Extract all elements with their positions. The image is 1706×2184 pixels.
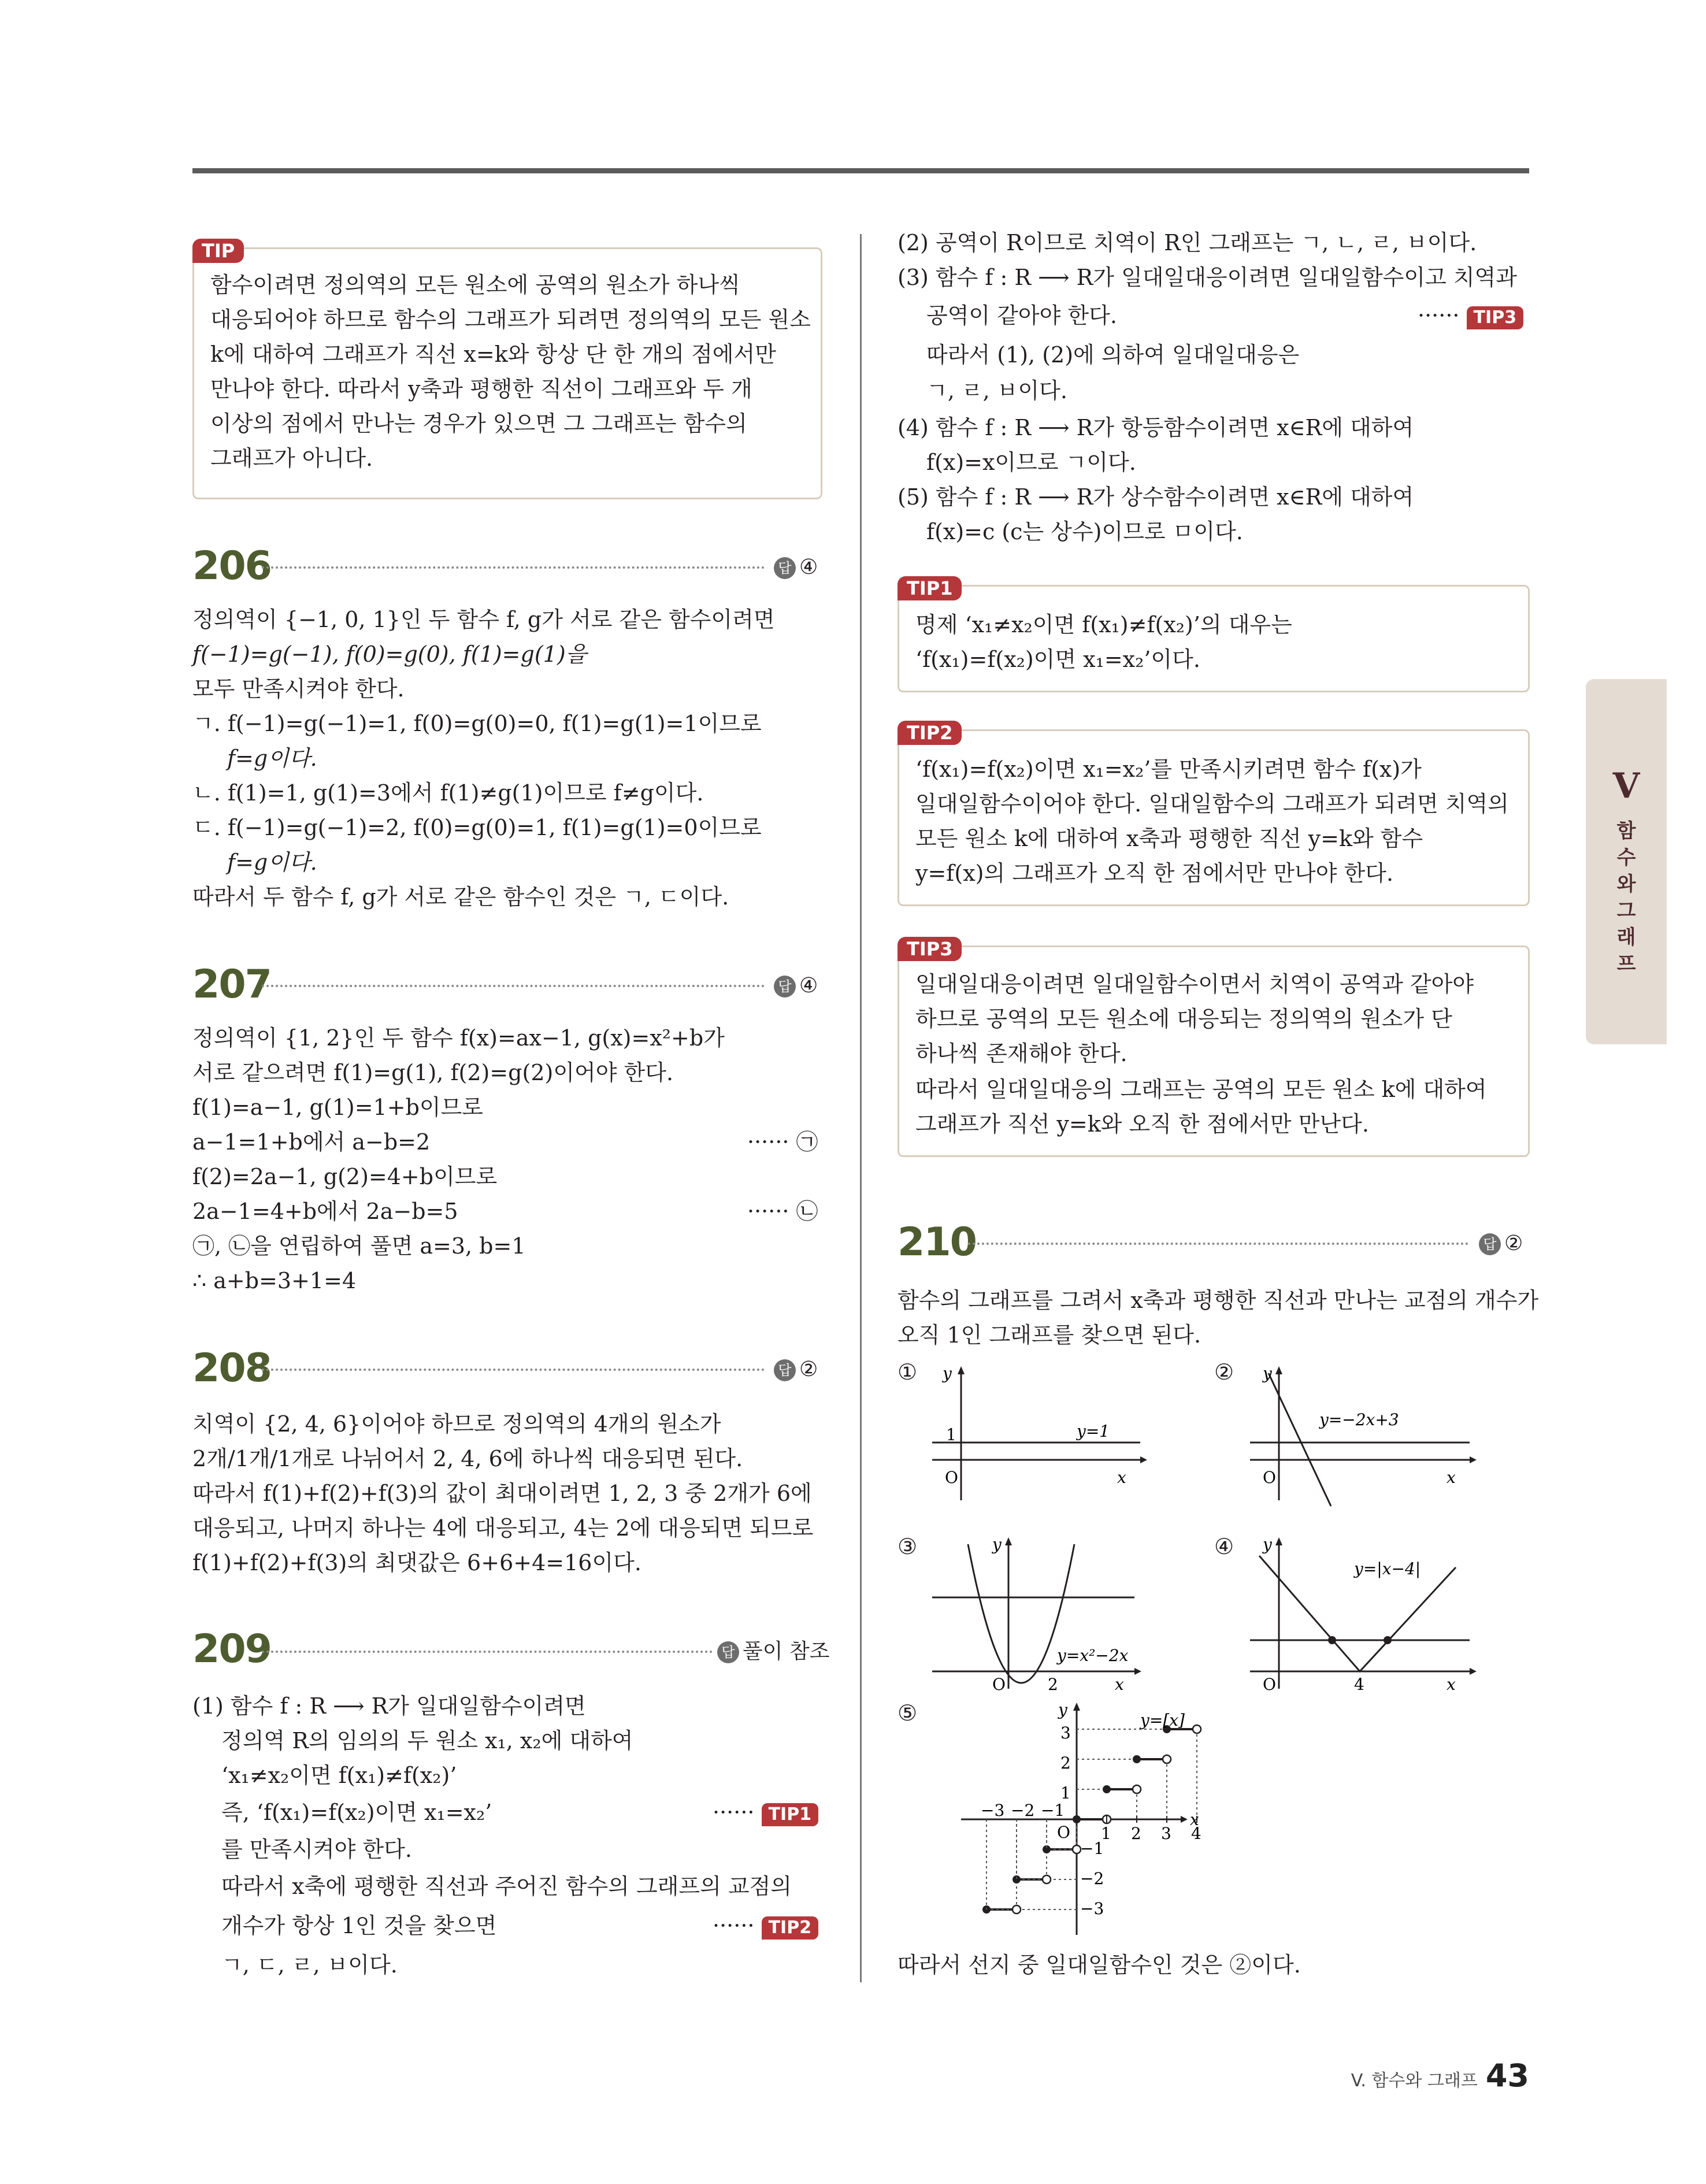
- graph-4-number: ④: [1214, 1534, 1234, 1559]
- tip3-line: 일대일대응이려면 일대일함수이면서 치역이 공역과 같아야: [915, 972, 1474, 997]
- question-number-207: 207: [192, 962, 271, 1007]
- graph-5-ytick: 3: [1060, 1723, 1071, 1742]
- q206-line: ㄷ. f(−1)=g(−1)=2, f(0)=g(0)=1, f(1)=g(1)=0이므로: [192, 815, 762, 840]
- answer-207: 답 ④: [774, 972, 818, 1000]
- q209-line: 즉, ‘f(x₁)=f(x₂)이면 x₁=x₂’: [221, 1800, 492, 1825]
- graph-5-ytick: 2: [1060, 1753, 1071, 1773]
- graph-2-label: y=−2x+3: [1319, 1410, 1399, 1429]
- graph-3-two: 2: [1048, 1675, 1058, 1694]
- graph-1-one: 1: [946, 1425, 956, 1444]
- tip-line: 이상의 점에서 만나는 경우가 있으면 그 그래프는 함수의: [210, 411, 747, 436]
- tip-line: 그래프가 아니다.: [210, 446, 373, 471]
- tip2-box: [897, 722, 1530, 906]
- graph-1-number: ①: [897, 1359, 918, 1385]
- q208-line: 2개/1개/1개로 나뉘어서 2, 4, 6에 하나씩 대응되면 된다.: [192, 1446, 743, 1471]
- q206-line: 따라서 두 함수 f, g가 서로 같은 함수인 것은 ㄱ, ㄷ이다.: [192, 884, 729, 910]
- graph-5-open-dot: [1193, 1725, 1201, 1733]
- graph-4-origin: O: [1263, 1675, 1276, 1694]
- q207-line: 정의역이 {1, 2}인 두 함수 f(x)=ax−1, g(x)=x²+b가: [192, 1025, 725, 1051]
- answer-badge: 답: [717, 1641, 739, 1663]
- dotted-leader: [968, 1243, 1468, 1245]
- tip1-line: ‘f(x₁)=f(x₂)이면 x₁=x₂’이다.: [915, 647, 1200, 672]
- tip1-line: 명제 ‘x₁≠x₂이면 f(x₁)≠f(x₂)’의 대우는: [915, 612, 1292, 637]
- graph-5-ytick: −1: [1080, 1839, 1104, 1858]
- graph-4-label: y=|x−4|: [1354, 1559, 1421, 1578]
- graph-3-label: y=x²−2x: [1057, 1646, 1129, 1665]
- question-number-208: 208: [192, 1345, 271, 1391]
- q209-cont-line: (4) 함수 f : R ⟶ R가 항등함수이려면 x∈R에 대하여: [897, 415, 1414, 440]
- graph-5-origin: O: [1057, 1823, 1070, 1842]
- answer-208: 답 ②: [774, 1356, 818, 1384]
- tip2-ref-badge: TIP2: [762, 1916, 819, 1940]
- dotted-leader: [262, 985, 765, 987]
- chapter-title-vertical: 함 수 와 그 래 프: [1616, 820, 1636, 976]
- graph-2-number: ②: [1214, 1359, 1234, 1385]
- q207-line: a−1=1+b에서 a−b=2: [192, 1129, 431, 1155]
- q209-cont-line: 따라서 (1), (2)에 의하여 일대일대응은: [926, 342, 1300, 368]
- q207-line: ∴ a+b=3+1=4: [192, 1268, 357, 1293]
- q208-line: 대응되고, 나머지 하나는 4에 대응되고, 4는 2에 대응되면 되므로: [192, 1515, 814, 1541]
- tip2-line: y=f(x)의 그래프가 오직 한 점에서만 만나야 한다.: [915, 861, 1394, 886]
- q210-line: 오직 1인 그래프를 찾으면 된다.: [897, 1322, 1201, 1348]
- tip-line: 만나야 한다. 따라서 y축과 평행한 직선이 그래프와 두 개: [210, 376, 752, 402]
- graph-5-closed-dot: [1073, 1815, 1081, 1823]
- graph-3-origin: O: [992, 1675, 1006, 1694]
- graph-1-x: x: [1117, 1468, 1126, 1487]
- dotted-leader: [262, 1369, 765, 1371]
- q209-cont-line: ㄱ, ㄹ, ㅂ이다.: [926, 378, 1067, 403]
- graph-5-xtick: 2: [1131, 1824, 1141, 1843]
- graph-2-origin: O: [1263, 1468, 1276, 1487]
- graph-5-open-dot: [1073, 1845, 1081, 1853]
- q206-line: ㄴ. f(1)=1, g(1)=3에서 f(1)≠g(1)이므로 f≠g이다.: [192, 780, 704, 806]
- answer-206: 답 ④: [774, 554, 818, 581]
- q210-line: 함수의 그래프를 그려서 x축과 평행한 직선과 만나는 교점의 개수가: [897, 1288, 1539, 1313]
- q209-line: 따라서 x축에 평행한 직선과 주어진 함수의 그래프의 교점의: [221, 1874, 792, 1899]
- graph-1-label: y=1: [1077, 1422, 1110, 1441]
- graph-5-closed-dot: [1133, 1755, 1141, 1763]
- tip3-label: TIP3: [897, 937, 962, 961]
- graph-1: [932, 1362, 1152, 1512]
- question-number-210: 210: [897, 1219, 976, 1265]
- graph-5-xtick: −2: [1011, 1801, 1035, 1820]
- graph-5-open-dot: [1163, 1755, 1171, 1763]
- answer-badge: 답: [774, 1359, 796, 1381]
- q207-line: ㉠, ㉡을 연립하여 풀면 a=3, b=1: [192, 1233, 526, 1259]
- q209-cont-line: 공역이 같아야 한다.: [926, 303, 1117, 328]
- q206-line: 모두 만족시켜야 한다.: [192, 676, 405, 702]
- tip3-line: 하므로 공역의 모든 원소에 대응되는 정의역의 원소가 단: [915, 1006, 1452, 1032]
- q210-conclusion: 따라서 선지 중 일대일함수인 것은 ②이다.: [897, 1952, 1301, 1978]
- q209-cont-line: f(x)=x이므로 ㄱ이다.: [926, 450, 1136, 475]
- tip-line: k에 대하여 그래프가 직선 x=k와 항상 단 한 개의 점에서만: [210, 342, 776, 367]
- tip2-line: 모든 원소 k에 대하여 x축과 평행한 직선 y=k와 함수: [915, 826, 1423, 851]
- graph-5-open-dot: [1013, 1905, 1021, 1914]
- q207-mark-2: ······ ㉡: [747, 1199, 818, 1224]
- graph-5-ytick: −3: [1080, 1899, 1104, 1918]
- q209-line: 개수가 항상 1인 것을 찾으면: [221, 1913, 497, 1938]
- page-footer: [1351, 2057, 1529, 2094]
- graph-4-four: 4: [1354, 1675, 1364, 1694]
- tip1-box: [897, 577, 1530, 692]
- q206-line: ㄱ. f(−1)=g(−1)=1, f(0)=g(0)=0, f(1)=g(1)=1이므로: [192, 711, 762, 736]
- chapter-side-tab: [1586, 679, 1667, 1044]
- q209-tip1-ref: ······ TIP1: [713, 1799, 818, 1826]
- tip-label: TIP: [192, 239, 244, 263]
- graph-5-closed-dot: [1103, 1785, 1111, 1793]
- q209-cont-line: (3) 함수 f : R ⟶ R가 일대일대응이려면 일대일함수이고 치역과: [897, 265, 1517, 290]
- q207-line: 서로 같으려면 f(1)=g(1), f(2)=g(2)이어야 한다.: [192, 1060, 674, 1085]
- tip3-line: 그래프가 직선 y=k와 오직 한 점에서만 만난다.: [915, 1111, 1369, 1137]
- q208-line: f(1)+f(2)+f(3)의 최댓값은 6+6+4=16이다.: [192, 1550, 641, 1575]
- q209-cont-line: (2) 공역이 R이므로 치역이 R인 그래프는 ㄱ, ㄴ, ㄹ, ㅂ이다.: [897, 230, 1477, 255]
- q209-cont-line: f(x)=c (c는 상수)이므로 ㅁ이다.: [926, 519, 1243, 544]
- column-divider: [860, 234, 862, 1982]
- q209-line: ㄱ, ㄷ, ㄹ, ㅂ이다.: [221, 1952, 398, 1978]
- q206-line: 정의역이 {−1, 0, 1}인 두 함수 f, g가 서로 같은 함수이려면: [192, 607, 775, 632]
- graph-5-x: x: [1190, 1810, 1199, 1829]
- graph-5-xtick: 4: [1191, 1824, 1201, 1843]
- answer-209: 답 풀이 참조: [717, 1638, 830, 1666]
- graph-1-y: y: [943, 1364, 952, 1383]
- question-number-209: 209: [192, 1626, 271, 1672]
- graph-2: [1250, 1362, 1481, 1512]
- page-number: 43: [1485, 2057, 1529, 2094]
- graph-3-y: y: [992, 1535, 1002, 1554]
- graph-4-y: y: [1263, 1535, 1272, 1554]
- answer-210: 답 ②: [1479, 1230, 1523, 1258]
- q209-tip2-ref: ······ TIP2: [713, 1912, 818, 1940]
- graph-5-xtick: 1: [1101, 1824, 1111, 1843]
- tip3-line: 따라서 일대일대응의 그래프는 공역의 모든 원소 k에 대하여: [915, 1077, 1487, 1102]
- top-rule: [192, 168, 1529, 173]
- q209-cont-line: (5) 함수 f : R ⟶ R가 상수함수이려면 x∈R에 대하여: [897, 484, 1414, 510]
- footer-chapter: V. 함수와 그래프: [1351, 2071, 1478, 2091]
- q207-line: f(2)=2a−1, g(2)=4+b이므로: [192, 1164, 498, 1189]
- graph-2-x: x: [1447, 1468, 1456, 1487]
- q209-line: (1) 함수 f : R ⟶ R가 일대일함수이려면: [192, 1693, 586, 1719]
- graph-5-open-dot: [1043, 1875, 1051, 1883]
- tip2-label: TIP2: [897, 721, 962, 745]
- graph-1-origin: O: [945, 1468, 958, 1487]
- q209-line: 를 만족시켜야 한다.: [221, 1837, 412, 1862]
- tip1-ref-badge: TIP1: [762, 1803, 819, 1826]
- graph-3-x: x: [1115, 1675, 1124, 1694]
- graph-5-number: ⑤: [897, 1700, 918, 1726]
- tip3-ref-badge: TIP3: [1467, 306, 1524, 329]
- graph-5-xtick: −1: [1041, 1801, 1065, 1820]
- graph-5-y: y: [1058, 1700, 1067, 1719]
- q206-line: f=g이다.: [227, 746, 317, 771]
- graph-5-ytick: −2: [1080, 1869, 1104, 1888]
- q209-tip3-ref: ······ TIP3: [1418, 302, 1523, 329]
- q207-line: f(1)=a−1, g(1)=1+b이므로: [192, 1095, 484, 1120]
- graph-5-xtick: −3: [981, 1801, 1005, 1820]
- q209-line: 정의역 R의 임의의 두 원소 x₁, x₂에 대하여: [221, 1728, 633, 1753]
- tip2-line: 일대일함수이어야 한다. 일대일함수의 그래프가 되려면 치역의: [915, 791, 1509, 817]
- graph-2-y: y: [1263, 1364, 1272, 1383]
- tip3-box: [897, 938, 1530, 1157]
- graph-4: [1250, 1533, 1481, 1694]
- graph-5-xtick: 3: [1161, 1824, 1171, 1843]
- graph-5: [932, 1698, 1233, 1941]
- graph-5-open-dot: [1133, 1785, 1141, 1793]
- q208-line: 치역이 {2, 4, 6}이어야 하므로 정의역의 4개의 원소가: [192, 1411, 721, 1437]
- q206-line: f(−1)=g(−1), f(0)=g(0), f(1)=g(1)을: [192, 642, 587, 667]
- q208-line: 따라서 f(1)+f(2)+f(3)의 값이 최대이려면 1, 2, 3 중 2개가 6에: [192, 1481, 812, 1506]
- q207-mark-1: ······ ㉠: [747, 1129, 818, 1155]
- chapter-roman: V: [1612, 766, 1640, 806]
- tip-box: [192, 240, 822, 499]
- graph-3-number: ③: [897, 1534, 918, 1559]
- tip1-label: TIP1: [897, 576, 962, 600]
- dotted-leader: [262, 566, 765, 569]
- dotted-leader: [262, 1651, 713, 1653]
- graph-5-label: y=[x]: [1140, 1711, 1185, 1730]
- answer-badge: 답: [774, 557, 796, 579]
- graph-4-x: x: [1447, 1675, 1456, 1694]
- q209-line: ‘x₁≠x₂이면 f(x₁)≠f(x₂)’: [221, 1763, 457, 1788]
- graph-5-ytick: 1: [1060, 1783, 1071, 1803]
- q207-line: 2a−1=4+b에서 2a−b=5: [192, 1199, 458, 1224]
- graph-3: [932, 1533, 1152, 1694]
- answer-badge: 답: [774, 976, 796, 998]
- answer-badge: 답: [1479, 1233, 1501, 1255]
- tip3-line: 하나씩 존재해야 한다.: [915, 1041, 1128, 1066]
- tip2-line: ‘f(x₁)=f(x₂)이면 x₁=x₂’를 만족시키려면 함수 f(x)가: [915, 757, 1422, 782]
- q206-line: f=g이다.: [227, 850, 317, 875]
- tip-line: 대응되어야 하므로 함수의 그래프가 되려면 정의역의 모든 원소: [210, 307, 811, 332]
- question-number-206: 206: [192, 543, 271, 589]
- tip-line: 함수이려면 정의역의 모든 원소에 공역의 원소가 하나씩: [210, 272, 740, 298]
